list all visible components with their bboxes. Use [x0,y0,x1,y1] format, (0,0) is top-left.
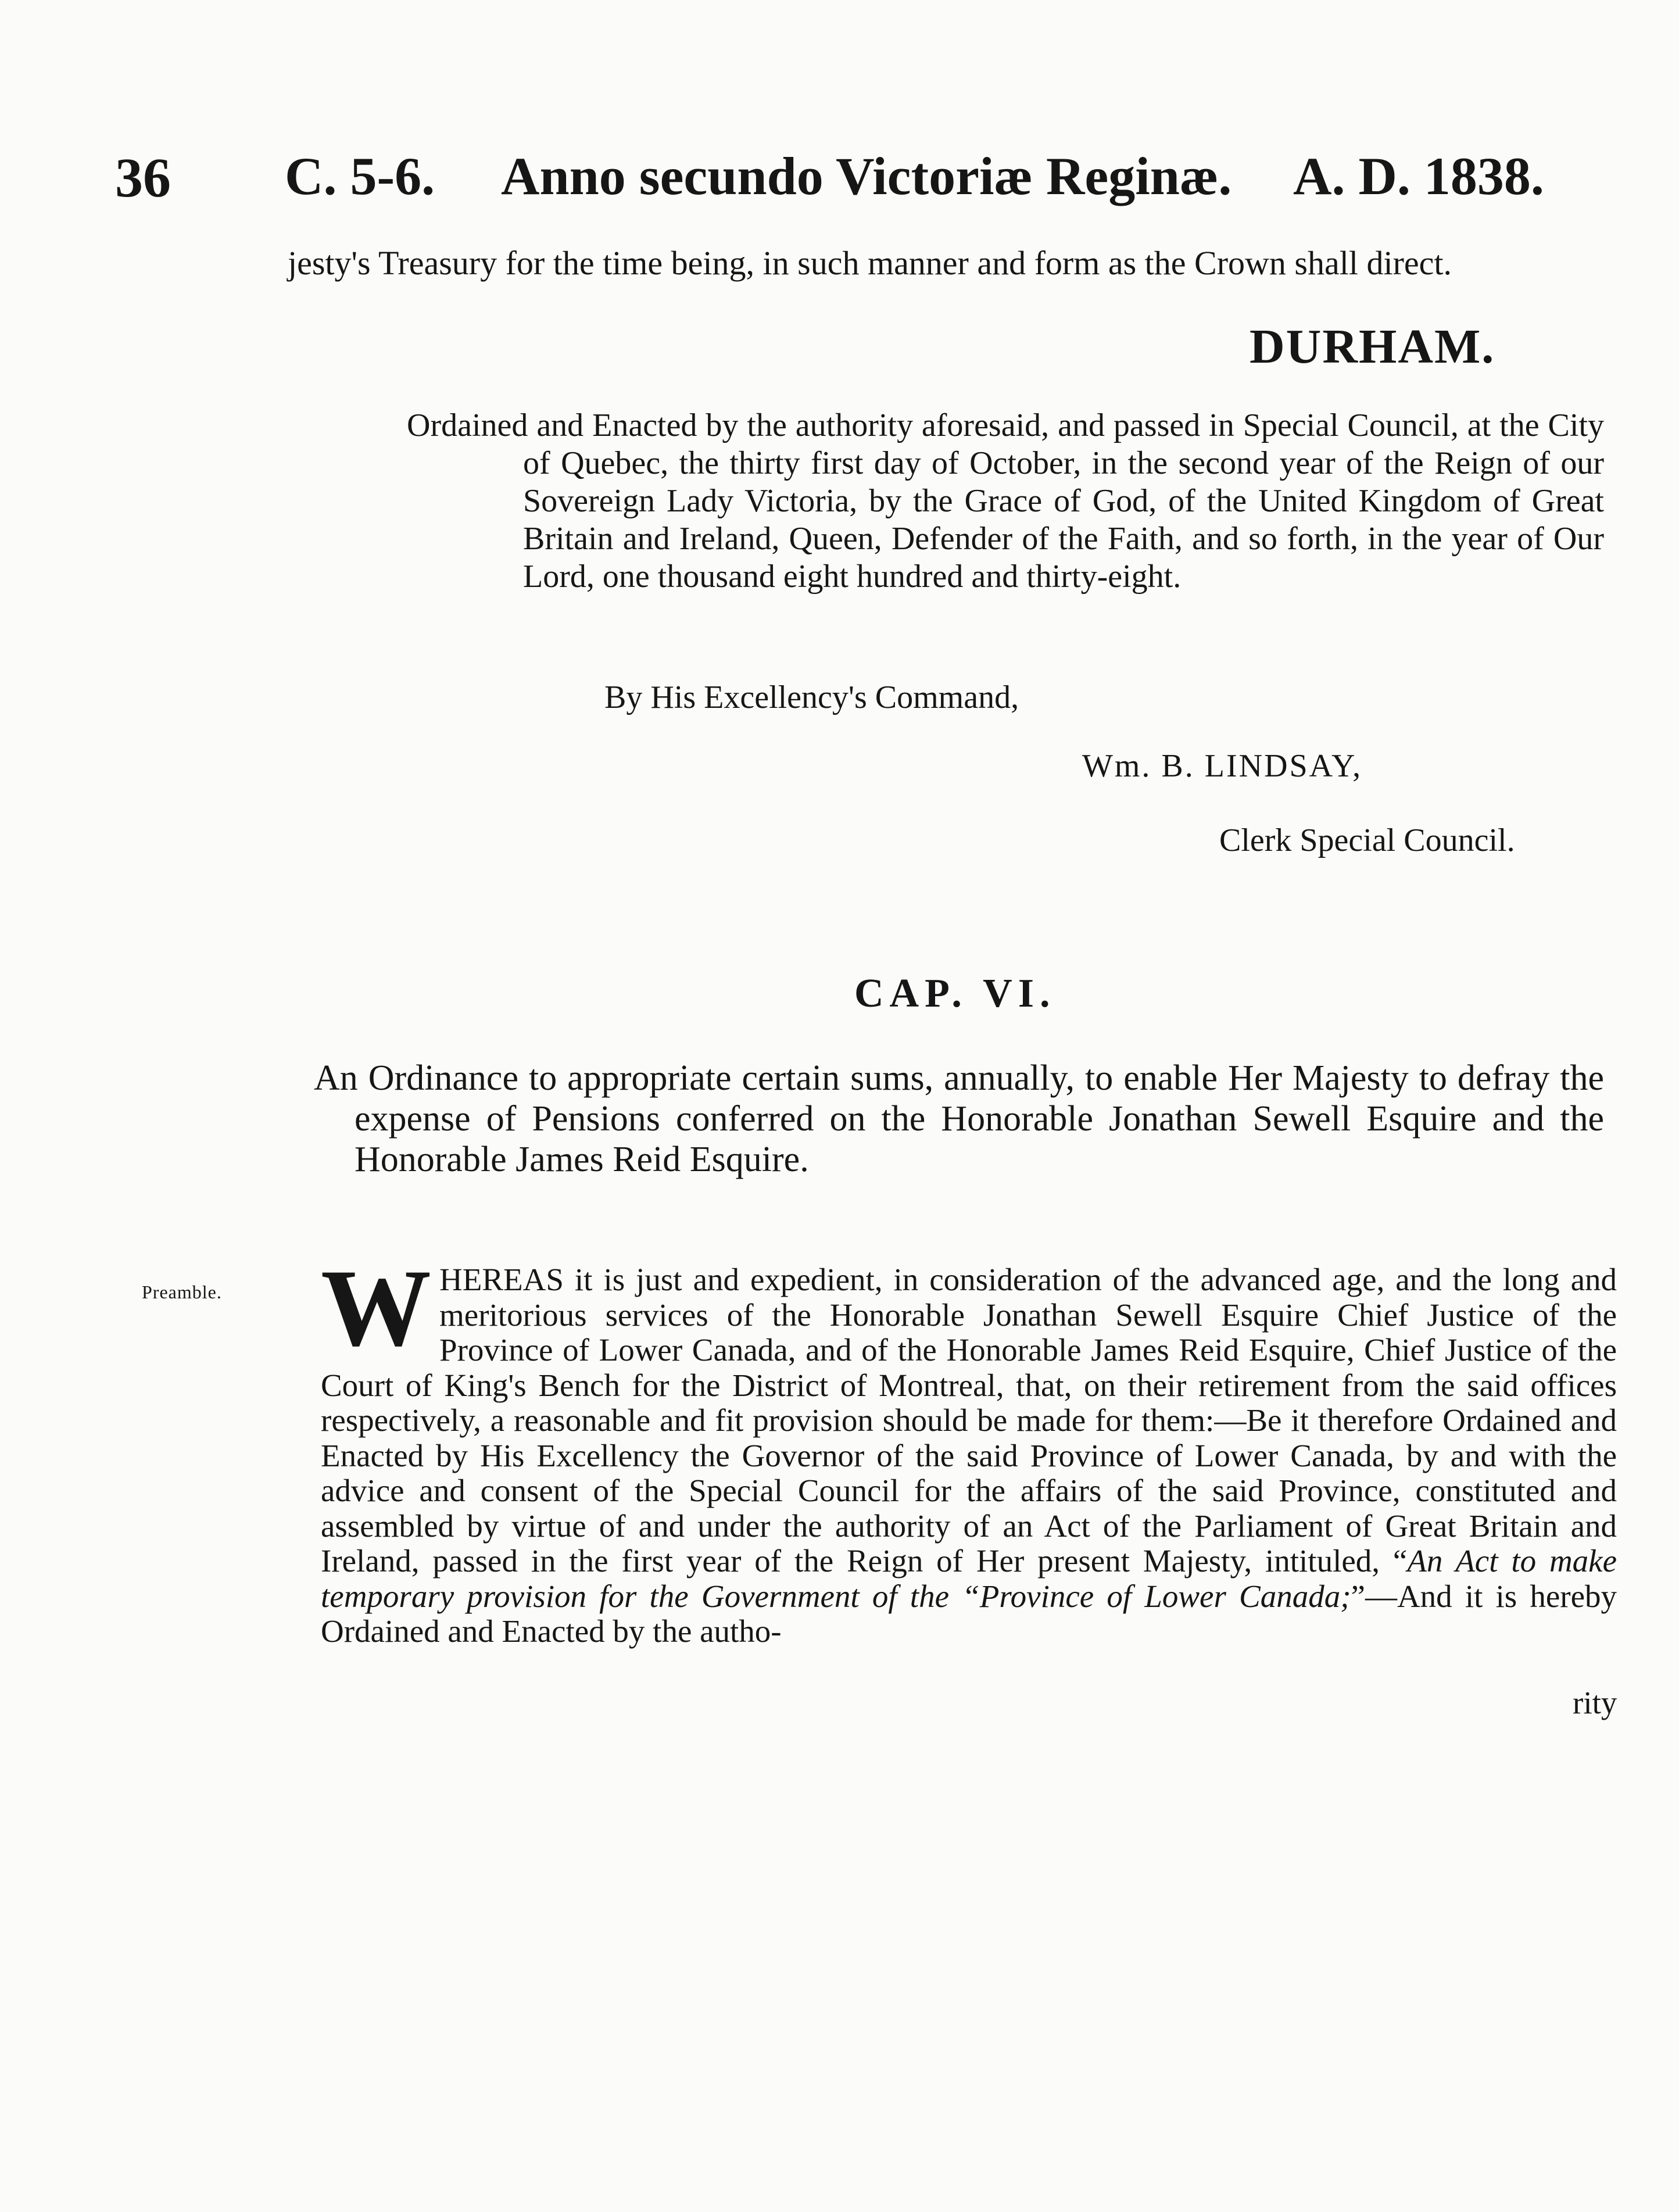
page-number: 36 [115,146,171,209]
signatory-title: Clerk Special Council. [1219,822,1515,858]
ordinance-title [314,1058,1604,1180]
header-year: A. D. 1838. [1293,146,1544,206]
preamble-text-main: HEREAS it is just and expedient, in consideration of the advanced age, and the long and meritorious services of the Honorable Jonathan Sewell Esquire Chief Justice of the Province of Lower Canada, and of the Honorable James Reid Esquire, Chief Justice of the Court of King's Bench for the District of Montreal, that, on their retirement from the said offices respectively, a reasonable and fit provision should be made for them:—Be it therefore Ordained and Enacted by His Excellency the Governor of the said Province of Lower Canada, by and with the advice and consent of the Special Council for the affairs of the said Province, constituted and assembled by virtue of and under the authority of an Act of the Parliament of Great Britain and Ireland, passed in the first year of the Reign of Her present Majesty, intituled, “ [321,1262,1617,1579]
preamble-paragraph [321,1247,1617,1649]
command-line: By His Excellency's Command, [604,679,1019,715]
running-title: Anno secundo Victoriæ Reginæ. [501,146,1232,206]
enactment-clause [407,407,1604,596]
marginal-note: Preamble. [142,1282,222,1302]
catchword: rity [1573,1685,1617,1720]
enactment-clause-text: Ordained and Enacted by the authority aforesaid, and passed in Special Council, at the City of Quebec, the thirty first day of October, in the second year of the Reign of our Sovereign Lady Victoria, by the Grace of God, of the United Kingdom of Great Britain and Ireland, Queen, Defender of the Faith, and so forth, in the year of Our Lord, one thousand eight hundred and thirty-eight. [407,407,1604,595]
drop-cap: W [321,1247,431,1369]
signatory-name: Wm. B. LINDSAY, [1082,748,1363,784]
act-title-italic: An Act to make temporary provision for the Government of the “Province of Lower Canada; [321,1543,1617,1614]
ordinance-title-text: An Ordinance to appropriate certain sums, annually, to enable Her Majesty to defray the expense of Pensions conferred on the Honorable Jonathan Sewell Esquire and the Honorable James Reid Esquire. [314,1058,1604,1179]
continued-paragraph: jesty's Treasury for the time being, in such manner and form as the Crown shall direct. [288,244,1452,282]
page-header [0,145,1679,209]
chapter-reference: C. 5-6. [285,146,435,206]
chapter-title: CAP. VI. [854,971,1056,1016]
preamble-text-end: ”—And it is hereby Ordained and Enacted by the autho- [321,1578,1617,1649]
governor-signature: DURHAM. [1250,320,1495,374]
